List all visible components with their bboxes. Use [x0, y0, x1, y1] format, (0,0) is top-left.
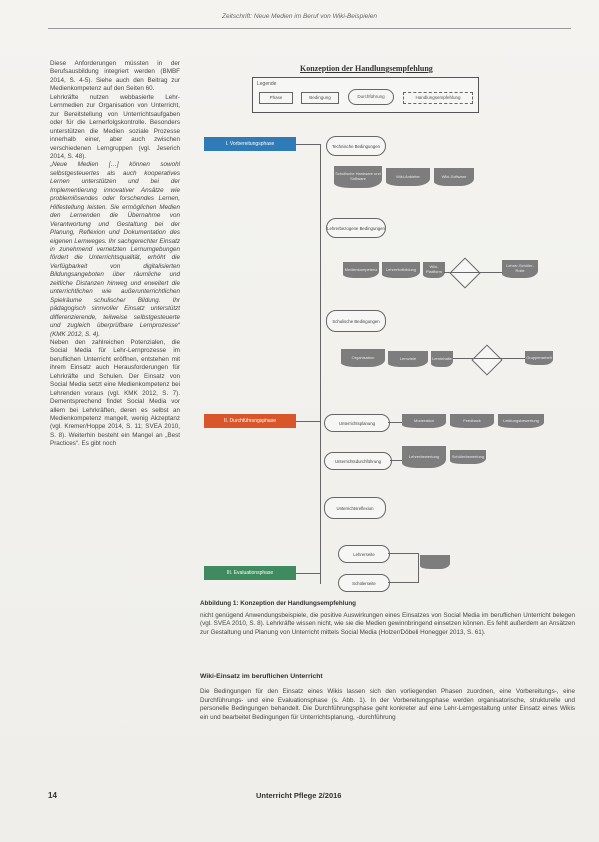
connector: [388, 422, 402, 423]
connector: [388, 582, 418, 583]
phase-preparation: [204, 137, 296, 151]
header-rule: [48, 28, 571, 29]
box-feedback: Feedback: [450, 414, 494, 428]
box-wiki-software: Wiki-Software: [434, 168, 474, 186]
diagram-title: Konzeption der Handlungsempfehlung: [300, 64, 433, 73]
left-paragraph-2: Lehrkräfte nutzen webbasierte Lehr-Lernmedien zur Organisation von Unterricht, zur Bereitstellung von Unterrichtsaufgaben oder für die Lernerfolgskontrolle. Besonders unterstützen die Medien soziale Prozesse innerhalb einer, aber auch zwischen verschiedenen Lerngruppen (vgl. Jeserich 2014, S. 48).: [50, 93, 180, 160]
box-assessment: Leistungsbewertung: [498, 414, 544, 428]
section-heading: Wiki-Einsatz im beruflichen Unterricht: [200, 673, 323, 680]
phase-preparation-label: I. Vorbereitungsphase: [225, 141, 275, 147]
oval-teacher-side: Lehrerseite: [338, 545, 390, 563]
connector: [390, 460, 402, 461]
box-media-competence: Medienkompetenz: [343, 262, 379, 278]
left-paragraph-4: Neben den zahlreichen Potenzialen, die Social Media für Lehr-Lernprozesse im beruflichen Unterricht eröffnen, entstehen mit ihrem Einsatz auch Herausforderungen für Lehrkräfte und Schulen. Der Einsatz von Social Media setzt eine Medienkompetenz bei Lehrenden voraus (vgl. KMK 2012, S. 7). Dementsprechend findet Social Media vor allem bei Lehrkräften, deren es selbst an Medienkompetenz mangelt, wenig Akzeptanz (vgl. Kremer/Hoppe 2014, S. 11; SVEA 2010, S. 8). Weiterhin besteht ein Mangel an „Best Practices“. Es gibt noch: [50, 338, 180, 448]
legend-item-phase: Phase: [259, 92, 293, 104]
box-hardware: Schulische Hardware und Software: [334, 166, 382, 188]
phase-implementation-label: II. Durchführungsphase: [224, 418, 276, 424]
legend-item-implementation: Durchführung: [348, 89, 394, 105]
diagram-spine: [320, 144, 321, 584]
box-evaluation-result: [420, 555, 450, 569]
phase-implementation: [204, 414, 296, 428]
connector: [296, 573, 320, 574]
connector: [296, 421, 320, 422]
oval-student-side: Schülerseite: [338, 574, 390, 592]
box-moderation: Moderation: [402, 414, 446, 428]
box-teacher-evaluation: Lehrerbewertung: [402, 446, 446, 468]
box-teacher-student-role: Lehrer-Schüler-Rolle: [502, 260, 538, 278]
box-learning-content: Lerninhalte: [431, 351, 453, 367]
oval-lesson-implementation: Unterrichtsdurchführung: [324, 452, 392, 470]
decision-diamond: [449, 257, 480, 288]
oval-teacher-conditions: Lehrerbezogene Bedingungen: [326, 218, 386, 238]
magazine-title: Unterricht Pflege 2/2016: [256, 791, 342, 800]
box-organisation: Organisation: [341, 349, 385, 367]
connector: [388, 553, 418, 554]
phase-evaluation: [204, 566, 296, 580]
connector: [444, 272, 502, 273]
oval-lesson-planning: Unterrichtsplanung: [324, 414, 390, 432]
page-number: 14: [48, 791, 57, 800]
connector: [296, 144, 320, 145]
diagram-legend: [252, 77, 479, 113]
oval-lesson-reflection: Unterrichtsreflexion: [324, 497, 386, 519]
box-student-evaluation: Schülerbewertung: [450, 450, 486, 464]
box-group-work: Gruppenarbeit: [525, 351, 553, 365]
left-paragraph-quote: „Neue Medien […] können sowohl selbstgesteuertes als auch kooperatives Lernen unterstützen und bei der Implementierung innovativer Ansätze wie problemlösendes oder forschendes Lernen, Hilfestellung leisten. Sie ermöglichen Medien den Lernenden die Übernahme von Verantwortung und Gestaltung bei der Planung, Reflexion und Dokumentation des eigenen Lernweges. Ihr sachgerechter Einsatz in zunehmend vernetzten Lernumgebungen fördert die Unterrichtsqualität, erhöht die Verfügbarkeit von digitalisierten Bildungsangeboten über räumliche und zeitliche Distanzen hinweg und erweitert die unterrichtlichen wie außerunterrichtlichen Spielräume schulischer Bildung. Ihr pädagogisch sinnvoller Einsatz unterstützt differenzierende, teilweise selbstgesteuerte und zugleich überprüfbare Lernprozesse“ (KMK 2012, S. 4).: [50, 161, 180, 338]
oval-school-conditions: Schulische Bedingungen: [326, 310, 386, 332]
right-paragraph: nicht genügend Anwendungsbeispiele, die positive Auswirkungen eines Einsatzes von Social Media im beruflichen Unterricht belegen (vgl. SVEA 2010, S. 8). Lehrkräfte wissen nicht, wie sie die Medien gewinnbringend einsetzen können. Es fehlt außerdem an Ansätzen zur Gestaltung und Planung von Unterricht mittels Social Media (Holzer/Döbeli Honegger 2013, S. 61).: [200, 612, 575, 636]
running-header: Zeitschrift: Neue Medien im Beruf von Wiki-Beispielen: [222, 13, 377, 20]
connector: [453, 358, 525, 359]
decision-diamond: [471, 344, 502, 375]
right-column-2: [200, 682, 575, 728]
oval-technical: Technische Bedingungen: [326, 136, 386, 156]
right-paragraph-2: Die Bedingungen für den Einsatz eines Wikis lassen sich den vorliegenden Phasen zuordnen, eine Vorbereitungs-, eine Durchführungs- und eine Evaluationsphase (s. Abb. 1). In der Vorbereitungsphase werden organisatorische, strukturelle und personelle Bedingungen behandelt. Die Durchführungsphase geht konkreter auf eine Lehr-Lerngestaltung unter Einsatz eines Wikis ein und bearbeitet Bedingungen für Unterrichtsplanung, -durchführung: [200, 688, 575, 721]
box-learning-goals: Lernziele: [388, 351, 428, 367]
connector: [418, 553, 419, 583]
legend-item-condition: Bedingung: [301, 92, 339, 104]
left-paragraph-1: Diese Anforderungen müssten in der Berufsausbildung integriert werden (BMBF 2014, S. 4-5). Siehe auch den Beitrag zur Medienkompetenz auf den Seiten 60.: [50, 60, 180, 93]
legend-title: Legende: [257, 81, 277, 87]
box-wiki-provider: Wiki-Anbieter: [386, 168, 430, 186]
right-column: [200, 612, 575, 637]
figure-caption: Abbildung 1: Konzeption der Handlungsempfehlung: [200, 600, 357, 607]
box-wiki-platform: Wiki-Plattform: [423, 262, 445, 278]
phase-evaluation-label: III. Evaluationsphase: [226, 570, 274, 576]
box-teacher-training: Lehrerfortbildung: [382, 262, 420, 278]
left-column: [50, 60, 180, 449]
legend-item-recommendation: Handlungsempfehlung: [403, 92, 473, 104]
